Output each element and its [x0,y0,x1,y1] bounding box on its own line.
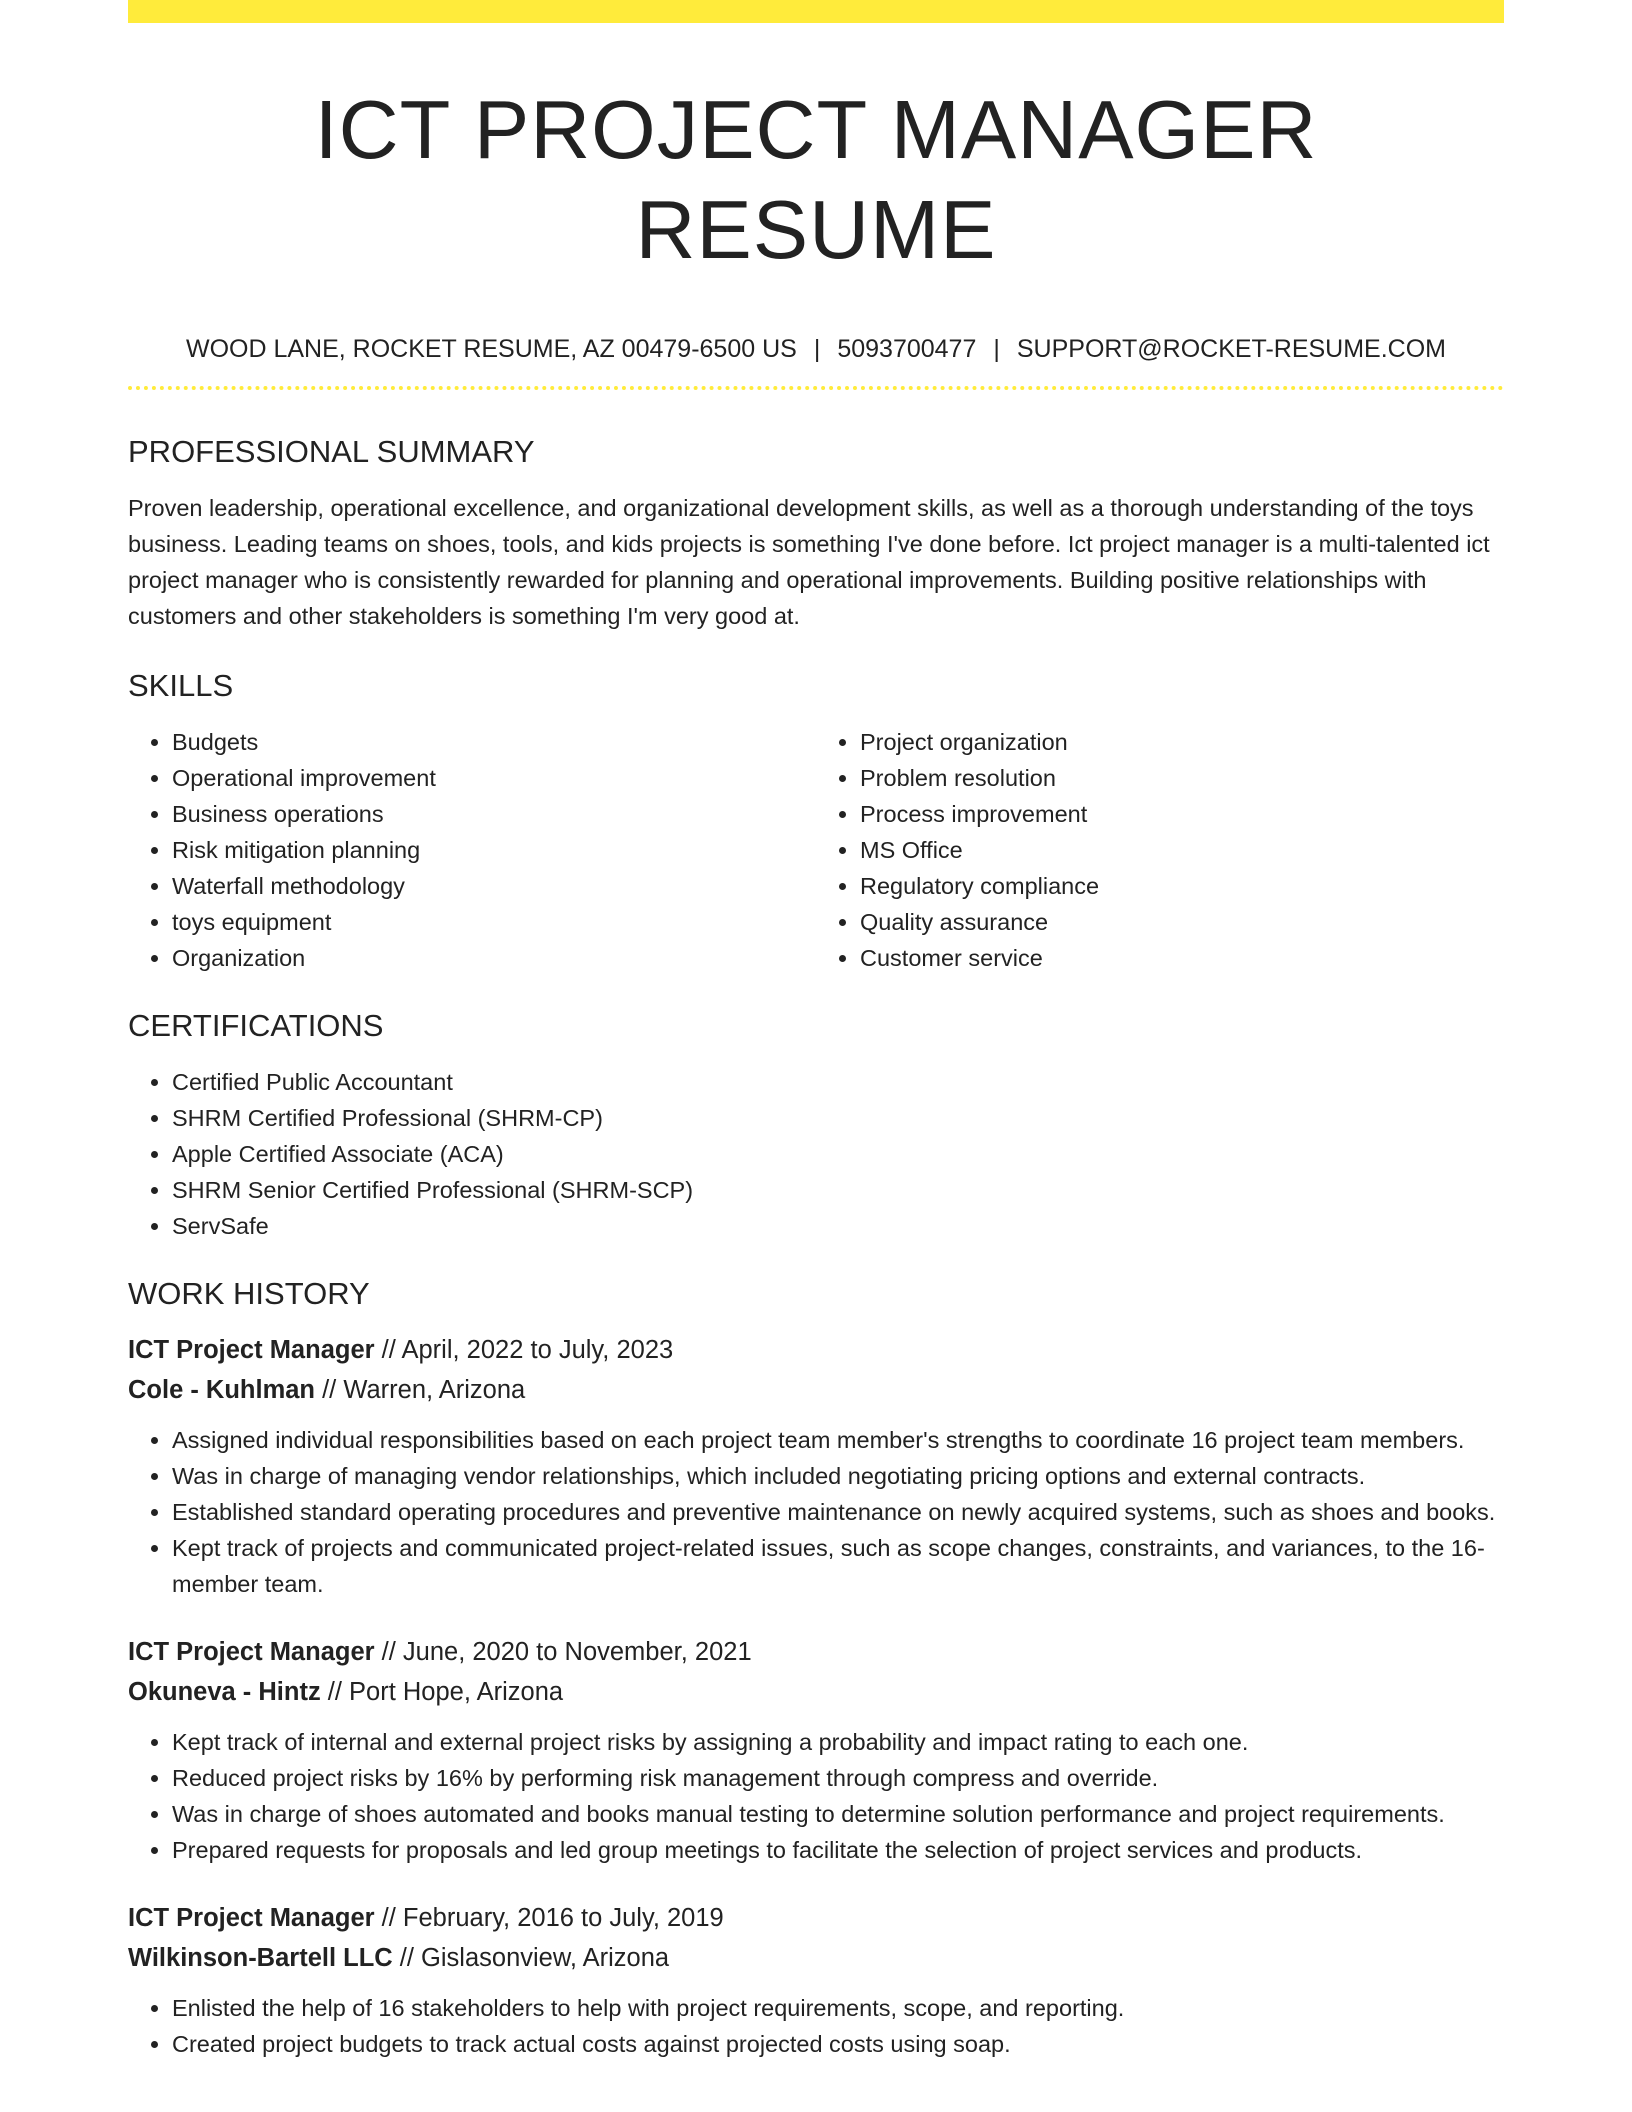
certifications-heading: CERTIFICATIONS [128,1008,384,1043]
resume-content [128,0,1504,2062]
skill-item: • Quality assurance [860,904,1504,940]
job-company-line [128,1938,1504,1978]
job-title-line [128,1632,1504,1672]
job-title-line [128,1898,1504,1938]
job-bullet: • Was in charge of shoes automated and books manual testing to determine solution performance and project requirements. [172,1796,1504,1832]
certification-item: • ServSafe [172,1208,1504,1244]
job-bullet: • Enlisted the help of 16 stakeholders to help with project requirements, scope, and reporting. [172,1990,1504,2026]
job-bullet: • Prepared requests for proposals and led group meetings to facilitate the selection of project services and products. [172,1832,1504,1868]
skill-item: • Process improvement [860,796,1504,832]
skill-item: • Risk mitigation planning [172,832,816,868]
job-entry [128,1632,1504,1868]
skill-item: • Business operations [172,796,816,832]
job-bullets [128,1724,1504,1868]
job-title: ICT Project Manager [128,1904,375,1932]
job-bullet: • Assigned individual responsibilities based on each project team member's strengths to coordinate 16 project team members. [172,1422,1504,1458]
job-entry [128,1330,1504,1602]
job-title: ICT Project Manager [128,1336,375,1364]
skill-item: • Organization [172,940,816,976]
job-location: // Gislasonview, Arizona [392,1944,670,1972]
skills-list-right [816,724,1504,976]
job-title-line [128,1330,1504,1370]
job-company: Wilkinson-Bartell LLC [128,1944,393,1972]
job-location: // Port Hope, Arizona [320,1678,564,1706]
job-company-line [128,1370,1504,1410]
summary-heading: PROFESSIONAL SUMMARY [128,434,535,469]
job-location: // Warren, Arizona [315,1376,526,1404]
skill-item: • MS Office [860,832,1504,868]
job-title: ICT Project Manager [128,1638,375,1666]
skill-item: • toys equipment [172,904,816,940]
skill-item: • Operational improvement [172,760,816,796]
skills-heading: SKILLS [128,668,234,703]
phone: 5093700477 [837,335,977,363]
skills-columns [128,724,1504,976]
dotted-divider [128,386,1504,390]
job-entry [128,1898,1504,2062]
contact-separator: | [993,335,1000,363]
certification-item: • SHRM Senior Certified Professional (SHRM-SCP) [172,1172,1504,1208]
job-dates: // April, 2022 to July, 2023 [374,1336,674,1364]
skill-item: • Waterfall methodology [172,868,816,904]
job-company: Cole - Kuhlman [128,1376,316,1404]
job-bullet: • Kept track of projects and communicated project-related issues, such as scope changes, constraints, and variances, to the 16-member team. [172,1530,1504,1602]
job-bullet: • Was in charge of managing vendor relationships, which included negotiating pricing options and external contracts. [172,1458,1504,1494]
skill-item: • Budgets [172,724,816,760]
skills-list-left [128,724,816,976]
email: SUPPORT@ROCKET-RESUME.COM [1016,335,1447,363]
address: WOOD LANE, ROCKET RESUME, AZ 00479-6500 US [185,335,797,363]
summary-text: Proven leadership, operational excellence, and organizational development skills, as well as a thorough understanding of the toys business. Leading teams on shoes, tools, and kids projects is something I've done before. Ict project manager is a multi-talented ict project manager who is consistently rewarded for planning and operational improvements. Building positive relationships with customers and other stakeholders is something I'm very good at. [128,495,1490,629]
job-bullet: • Reduced project risks by 16% by performing risk management through compress and override. [172,1760,1504,1796]
job-bullet: • Created project budgets to track actual costs against projected costs using soap. [172,2026,1504,2062]
job-bullets [128,1422,1504,1602]
certification-item: • Certified Public Accountant [172,1064,1504,1100]
certification-item: • Apple Certified Associate (ACA) [172,1136,1504,1172]
job-company: Okuneva - Hintz [128,1678,321,1706]
skill-item: • Project organization [860,724,1504,760]
certifications-list [128,1064,1504,1244]
job-bullet: • Established standard operating procedures and preventive maintenance on newly acquired systems, such as shoes and books. [172,1494,1504,1530]
job-company-line [128,1672,1504,1712]
resume-title: ICT PROJECT MANAGER RESUME [314,83,1318,276]
skill-item: • Problem resolution [860,760,1504,796]
skill-item: • Regulatory compliance [860,868,1504,904]
job-bullets [128,1990,1504,2062]
work-history-heading: WORK HISTORY [128,1276,370,1311]
contact-line [128,332,1504,366]
job-dates: // June, 2020 to November, 2021 [374,1638,752,1666]
certification-item: • SHRM Certified Professional (SHRM-CP) [172,1100,1504,1136]
skill-item: • Customer service [860,940,1504,976]
job-dates: // February, 2016 to July, 2019 [374,1904,724,1932]
contact-separator: | [813,335,821,363]
job-bullet: • Kept track of internal and external project risks by assigning a probability and impact rating to each one. [172,1724,1504,1760]
